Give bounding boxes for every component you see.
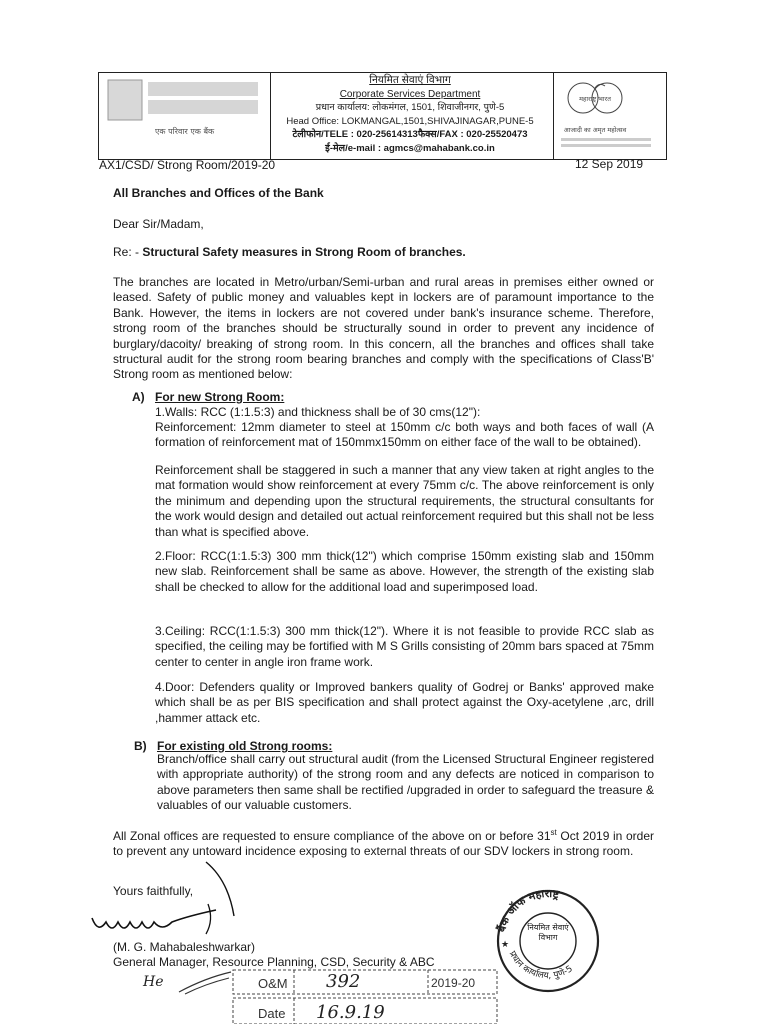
floor-spec: 2.Floor: RCC(1:1.5:3) 300 mm thick(12") which comprise 150mm existing slab and 150mm new slab. Reinforcement shall be same as above. However, the strength of the existing slab shall be checked to allow for the additional load and superimposed load. bbox=[155, 549, 654, 594]
emblem-icon bbox=[555, 74, 663, 158]
stamp-outer-text: बैंक ऑफ महाराष्ट्र bbox=[494, 886, 561, 934]
address-english: Head Office: LOKMANGAL,1501,SHIVAJINAGAR,PUNE-5 bbox=[286, 115, 534, 127]
subject-prefix: Re: - bbox=[113, 245, 143, 259]
valediction: Yours faithfully, bbox=[113, 884, 194, 898]
closing-part-2: Oct 2019 in order to prevent any untoward incidence exposing to external threats of our SDV lockers in strong room. bbox=[113, 829, 654, 859]
reinforcement-spec-2: Reinforcement shall be staggered in such a manner that any view taken at right angles to the mat formation would show reinforcement at every 75mm c/c. The above reinforcement is only the minimum and depending upon the structural requirements, the structural consultants for the work would design and detailed out actual reinforcement required but this shall not be less than what is specified above. bbox=[155, 463, 654, 539]
address-hindi: प्रधान कार्यालय: लोकमंगल, 1501, शिवाजीनगर, पुणे-5 bbox=[315, 102, 505, 113]
bank-logo-right bbox=[555, 74, 663, 158]
om-register-box bbox=[232, 968, 498, 1024]
addressee: All Branches and Offices of the Bank bbox=[113, 186, 324, 200]
section-b-heading: For existing old Strong rooms: bbox=[157, 739, 333, 753]
letterhead-divider bbox=[553, 72, 554, 160]
section-b-text: Branch/office shall carry out structural audit (from the Licensed Structural Engineer registered with appropriate authority) of the strong room and any defects are noticed in comparison to above parameters then same shall be rectified /upgraded in order to safeguard the treasure & valuables of our valuable customers. bbox=[157, 752, 654, 813]
stamp-icon bbox=[488, 885, 608, 995]
closing-part-1: All Zonal offices are requested to ensure compliance of the above on or before 31 bbox=[113, 829, 551, 843]
subject-line bbox=[113, 245, 466, 260]
section-a-label: A) bbox=[132, 390, 145, 404]
signatory-name: (M. G. Mahabaleshwarkar) bbox=[113, 940, 256, 954]
door-spec: 4.Door: Defenders quality or Improved bankers quality of Godrej or Banks' approved make which shall be as per BIS specification and shall protect against the Oxy-acetylene ,arc, drill ,hammer attack etc. bbox=[155, 680, 654, 725]
reference-number: AX1/CSD/ Strong Room/2019-20 bbox=[99, 158, 276, 172]
bank-logo-left bbox=[100, 74, 270, 158]
dept-english: Corporate Services Department bbox=[339, 88, 481, 100]
tel-fax: टेलीफोन/TELE : 020-25614313फैक्स/FAX : 020-25520473 bbox=[292, 129, 528, 140]
email: ई-मेल/e-mail : agmcs@mahabank.co.in bbox=[325, 142, 495, 154]
reinforcement-spec-1: Reinforcement: 12mm diameter to steel at 150mm c/c both ways and both faces of wall (A formation of reinforcement mat of 150mmx150mm on either face of the wall to be obtained). bbox=[155, 420, 654, 450]
salutation: Dear Sir/Madam, bbox=[113, 217, 204, 231]
handwritten-arrow-icon bbox=[175, 968, 235, 998]
om-number: 392 bbox=[326, 971, 361, 992]
subject-text: Structural Safety measures in Strong Room of branches. bbox=[142, 245, 466, 259]
bank-logo-icon bbox=[100, 74, 270, 158]
stamp-inner-text: नियमित सेवाएं विभाग bbox=[527, 923, 569, 942]
date-value: 16.9.19 bbox=[316, 1002, 385, 1023]
om-year: 2019-20 bbox=[431, 976, 476, 990]
date-label: Date bbox=[258, 1006, 286, 1021]
ceiling-spec: 3.Ceiling: RCC(1:1.5:3) 300 mm thick(12"). Where it is not feasible to provide RCC slab as specified, the ceiling may be fortified with M S Grills consisting of 20mm bars spaced at 75mm center to center in angle iron frame work. bbox=[155, 624, 654, 669]
signatory-title: General Manager, Resource Planning, CSD, Security & ABC bbox=[113, 955, 435, 969]
letterhead-center bbox=[270, 74, 550, 155]
intro-paragraph: The branches are located in Metro/urban/Semi-urban and rural areas in premises either owned or leased. Safety of public money and valuables kept in lockers are of paramount importance to the Bank. However, the items in lockers are not covered under bank's insurance scheme. Therefore, strong room of the branches should be structurally sound in order to prevent any incidence of burglary/dacoity/ breaking of strong room. In this concern, all the branches and offices shall take structural audit for the strong room bearing branches and comply with the specifications of Class'B' Strong room as mentioned below: bbox=[113, 275, 654, 382]
om-label: O&M bbox=[258, 976, 288, 991]
handwritten-note: He bbox=[143, 974, 164, 990]
dept-hindi: नियमित सेवाएं विभाग bbox=[369, 74, 451, 86]
section-a-heading: For new Strong Room: bbox=[155, 390, 285, 404]
closing-superscript: st bbox=[550, 828, 557, 837]
right-logo-text: महाराष्ट्र भारत bbox=[579, 95, 611, 103]
right-caption: आजादी का अमृत महोत्सव bbox=[563, 126, 627, 134]
signature-stroke-icon bbox=[200, 860, 240, 920]
stamp-star-icon: ★ bbox=[501, 939, 510, 949]
letter-date: 12 Sep 2019 bbox=[575, 157, 644, 171]
section-b-label: B) bbox=[134, 739, 147, 753]
stamp-bottom-text: प्रधान कार्यालय, पुणे-5 bbox=[506, 949, 575, 982]
office-stamp bbox=[488, 885, 608, 995]
left-logo-caption: एक परिवार एक बैंक bbox=[155, 127, 215, 136]
closing-paragraph bbox=[113, 825, 654, 860]
walls-spec: 1.Walls: RCC (1:1.5:3) and thickness shall be of 30 cms(12"): bbox=[155, 405, 481, 419]
